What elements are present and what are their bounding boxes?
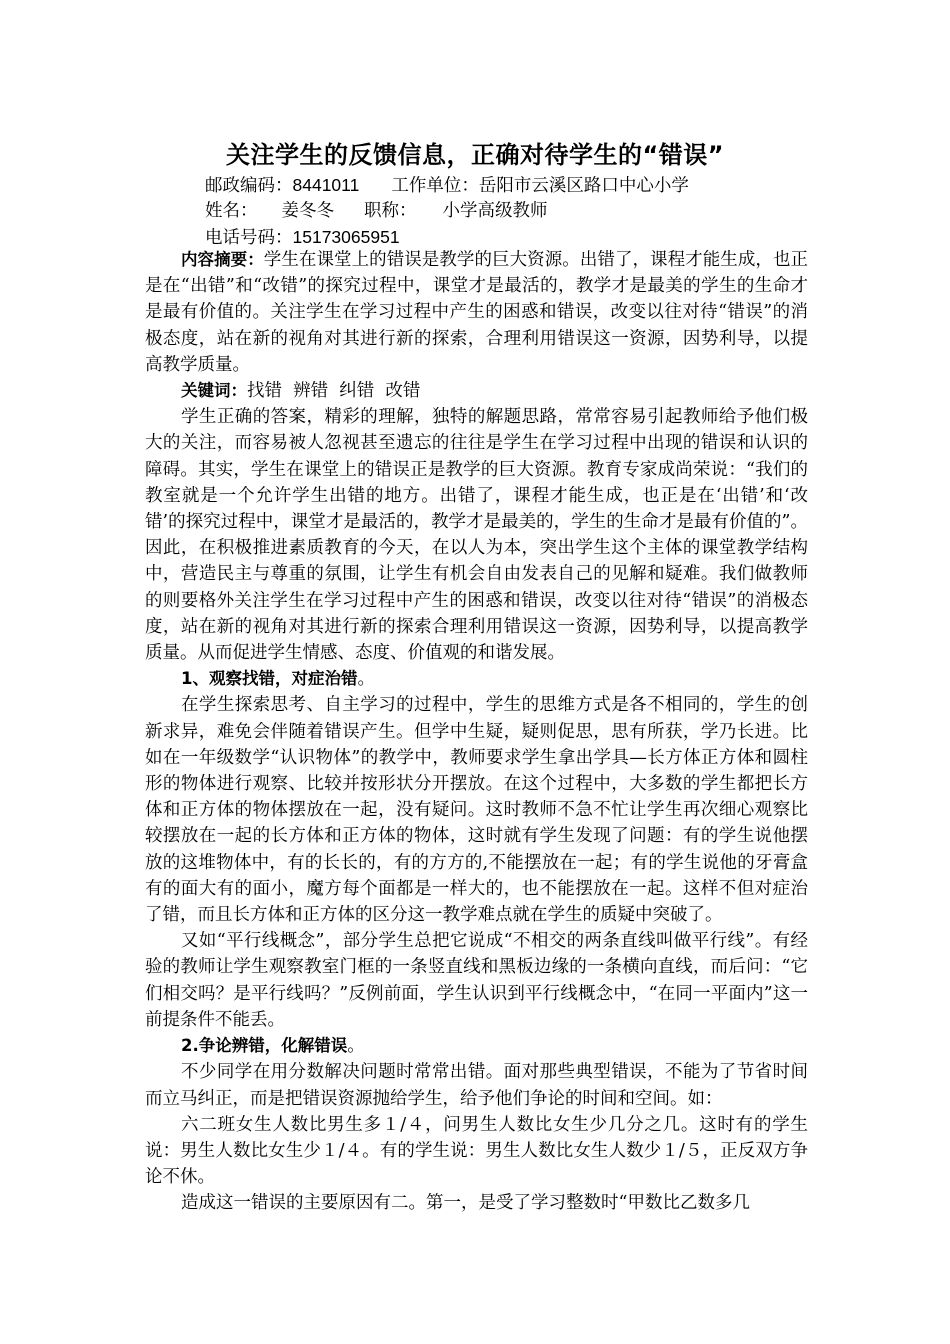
job-title-label: 职称： [364,201,417,221]
body-paragraph-1: 在学生探索思考、自主学习的过程中，学生的思维方式是各不相同的，学生的创新求异，难免会伴随着错误产生。但学中生疑，疑则促思，思有所获，学乃长进。比如在一年级数学“认识物体”的教学中，教师要求学生拿出学具—长方体正方体和圆柱形的物体进行观察、比较并按形状分开摆放。在这个过程中，大多数的学生都把长方体和正方体的物体摆放在一起，没有疑问。这时教师不急不忙让学生再次细心观察比较摆放在一起的长方体和正方体的物体，这时就有学生发现了问题：有的学生说他摆放的这堆物体中，有的长长的，有的方方的,不能摆放在一起；有的学生说他的牙膏盒有的面大有的面小，魔方每个面都是一样大的，也不能摆放在一起。这样不但对症治了错，而且长方体和正方体的区分这一教学难点就在学生的质疑中突破了。 [145,695,808,926]
body-paragraph-3: 不少同学在用分数解决问题时常常出错。面对那些典型错误，不能为了节省时间而立马纠正，而是把错误资源抛给学生，给予他们争论的时间和空间。如： [145,1062,808,1109]
unit-value: 岳阳市云溪区路口中心小学 [478,176,689,196]
job-title-value: 小学高级教师 [442,201,548,221]
document-body [145,247,808,1217]
section-heading-2-tail: 。 [347,1036,365,1057]
section-heading-2 [145,1033,808,1059]
phone-label: 电话号码： [205,228,293,248]
keywords-paragraph [145,378,808,404]
section-heading-2-text: 2.争论辨错，化解错误 [181,1036,348,1056]
meta-line-name [205,198,548,224]
abstract-label: 内容摘要： [181,250,264,269]
name-label: 姓名： [205,201,258,221]
intro-paragraph: 学生正确的答案，精彩的理解，独特的解题思路，常常容易引起教师给予他们极大的关注，而容易被人忽视甚至遗忘的往往是学生在学习过程中出现的错误和认识的障碍。其实，学生在课堂上的错误正是教学的巨大资源。教育专家成尚荣说：“我们的教室就是一个允许学生出错的地方。出错了，课程才能生成，也正是在‘出错’和‘改错’的探究过程中，课堂才是最活的，教学才是最美的，学生的生命才是最有价值的”。因此，在积极推进素质教育的今天，在以人为本，突出学生这个主体的课堂教学结构中，营造民主与尊重的氛围，让学生有机会自由发表自己的见解和疑难。我们做教师的则要格外关注学生在学习过程中产生的困惑和错误，改变以往对待“错误”的消极态度，站在新的视角对其进行新的探索合理利用错误这一资源，因势利导，以提高教学质量。从而促进学生情感、态度、价值观的和谐发展。 [145,407,808,664]
keywords-text: 找错 辨错 纠错 改错 [247,381,421,402]
unit-label: 工作单位： [391,176,479,196]
phone-value: 15173065951 [292,227,400,247]
postcode-value: 8441011 [292,175,360,195]
section-heading-1 [145,666,808,692]
abstract-text: 学生在课堂上的错误是教学的巨大资源。出错了，课程才能生成，也正是在“出错”和“改错”的探究过程中，课堂才是最活的，教学才是最美的学生的生命才是最有价值的。关注学生在学习过程中产生的困惑和错误，改变以往对待“错误”的消极态度，站在新的视角对其进行新的探索，合理利用错误这一资源，因势利导，以提高教学质量。 [145,250,809,375]
document-title: 关注学生的反馈信息，正确对待学生的“错误” [225,141,725,169]
abstract-paragraph [145,247,808,378]
section-heading-1-tail: 。 [357,669,375,690]
section-heading-1-text: 1、观察找错，对症治错 [181,669,358,689]
name-value: 姜冬冬 [281,201,334,221]
postcode-label: 邮政编码： [205,176,293,196]
body-paragraph-4: 六二班女生人数比男生多１/４，问男生人数比女生少几分之几。这时有的学生说：男生人数比女生少１/４。有的学生说：男生人数比女生人数少１/５，正反双方争论不休。 [145,1114,808,1188]
keywords-label: 关键词： [181,381,247,401]
body-paragraph-2: 又如“平行线概念”，部分学生总把它说成“不相交的两条直线叫做平行线”。有经验的教师让学生观察教室门框的一条竖直线和黑板边缘的一条横向直线，而后问：“它们相交吗？是平行线吗？”反例前面，学生认识到平行线概念中，“在同一平面内”这一前提条件不能丢。 [145,931,808,1030]
meta-line-postcode [205,172,689,199]
body-paragraph-5: 造成这一错误的主要原因有二。第一，是受了学习整数时“甲数比乙数多几 [181,1193,750,1214]
